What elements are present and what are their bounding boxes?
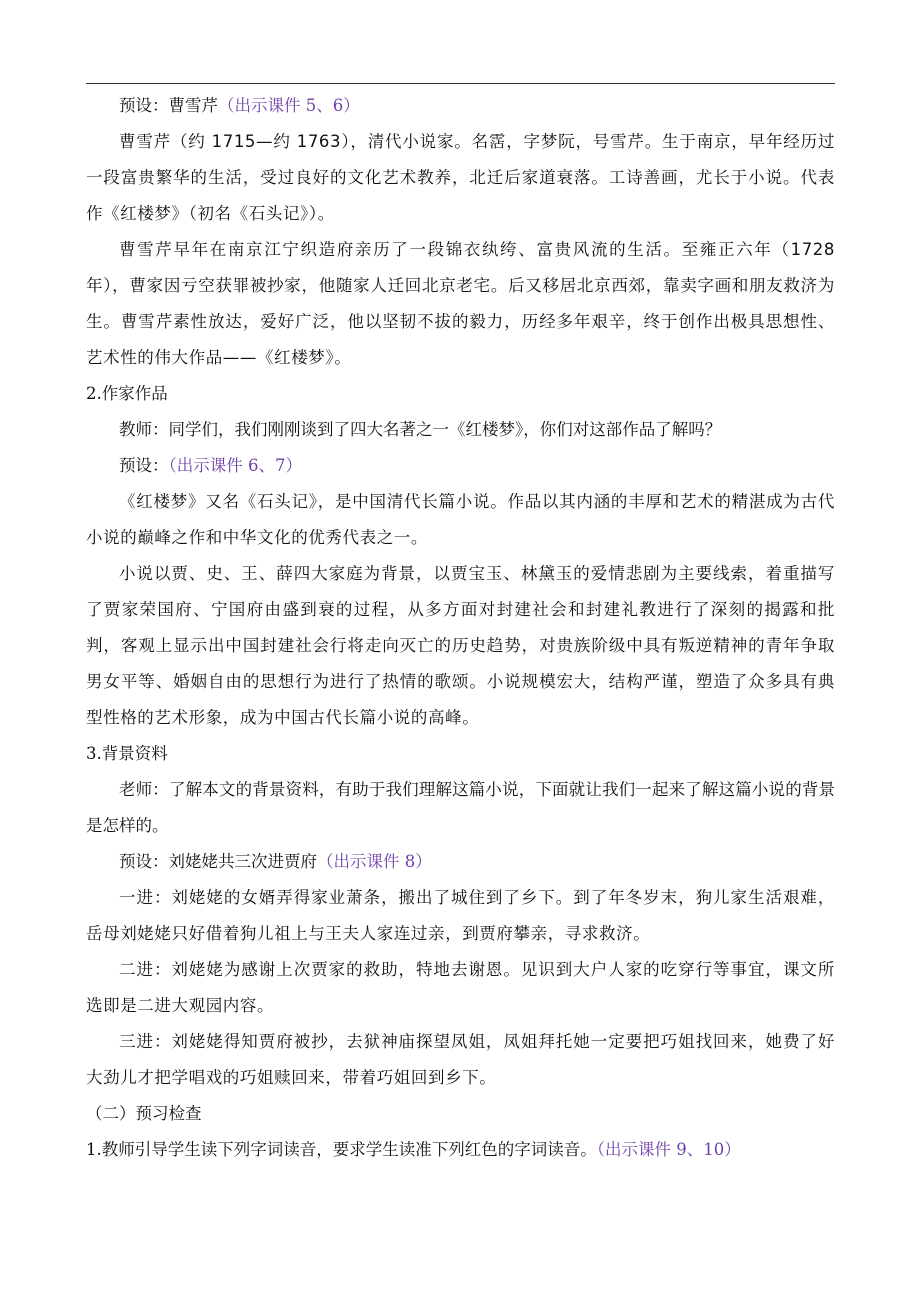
courseware-ref: （出示课件 5、6）	[218, 96, 360, 115]
paragraph-visit-3: 三进：刘姥姥得知贾府被抄，去狱神庙探望凤姐，凤姐拜托她一定要把巧姐找回来，她费了好大劲儿才把学唱戏的巧姐赎回来，带着巧姐回到乡下。	[86, 1032, 835, 1087]
header-rule	[86, 83, 835, 84]
preset-works: 预设：（出示课件 6、7）	[119, 456, 302, 475]
paragraph-work-intro: 《红楼梦》又名《石头记》，是中国清代长篇小说。作品以其内涵的丰厚和艺术的精湛成为古代小说的巅峰之作和中华文化的优秀代表之一。	[86, 492, 835, 547]
instruction-reading: 1.教师引导学生读下列字词读音，要求学生读准下列红色的字词读音。（出示课件 9、10）	[86, 1140, 741, 1159]
courseware-ref: （出示课件 6、7）	[168, 456, 302, 475]
section-preview-check: （二）预习检查	[86, 1104, 202, 1123]
paragraph-life: 曹雪芹早年在南京江宁织造府亲历了一段锦衣纨绔、富贵风流的生活。至雍正六年（1728 年），曹家因亏空获罪被抄家，他随家人迁回北京老宅。后又移居北京西郊，靠卖字画和朋友救济为生。曹雪芹素性放达，爱好广泛，他以坚韧不拔的毅力，历经多年艰辛，终于创作出极具思想性、艺术性的伟大作品——《红楼梦》。	[86, 240, 835, 367]
paragraph-bio: 曹雪芹（约 1715—约 1763），清代小说家。名霑，字梦阮，号雪芹。生于南京，早年经历过一段富贵繁华的生活，受过良好的文化艺术教养，北迁后家道衰落。工诗善画，尤长于小说。代表作《红楼梦》（初名《石头记》）。	[86, 132, 835, 223]
teacher-background: 老师：了解本文的背景资料，有助于我们理解这篇小说，下面就让我们一起来了解这篇小说的背景是怎样的。	[86, 780, 835, 835]
paragraph-visit-1: 一进：刘姥姥的女婿弄得家业萧条，搬出了城住到了乡下。到了年冬岁末，狗儿家生活艰难，岳母刘姥姥只好借着狗儿祖上与王夫人家连过亲，到贾府攀亲，寻求救济。	[86, 888, 835, 943]
heading-background: 3.背景资料	[86, 744, 168, 763]
courseware-ref: （出示课件 8）	[317, 852, 432, 871]
teacher-question: 教师：同学们，我们刚刚谈到了四大名著之一《红楼梦》，你们对这部作品了解吗？	[119, 420, 722, 439]
preset-visits: 预设：刘姥姥共三次进贾府（出示课件 8）	[119, 852, 432, 871]
paragraph-visit-2: 二进：刘姥姥为感谢上次贾家的救助，特地去谢恩。见识到大户人家的吃穿行等事宜，课文所选即是二进大观园内容。	[86, 960, 835, 1015]
paragraph-work-content: 小说以贾、史、王、薛四大家庭为背景，以贾宝玉、林黛玉的爱情悲剧为主要线索，着重描写了贾家荣国府、宁国府由盛到衰的过程，从多方面对封建社会和封建礼教进行了深刻的揭露和批判，客观上显示出中国封建社会行将走向灭亡的历史趋势，对贵族阶级中具有叛逆精神的青年争取男女平等、婚姻自由的思想行为进行了热情的歌颂。小说规模宏大，结构严谨，塑造了众多具有典型性格的艺术形象，成为中国古代长篇小说的高峰。	[86, 564, 835, 727]
courseware-ref: （出示课件 9、10）	[596, 1140, 741, 1159]
preset-caoxueqin: 预设：曹雪芹（出示课件 5、6）	[119, 96, 360, 115]
document-page	[86, 88, 835, 1168]
heading-works: 2.作家作品	[86, 384, 168, 403]
